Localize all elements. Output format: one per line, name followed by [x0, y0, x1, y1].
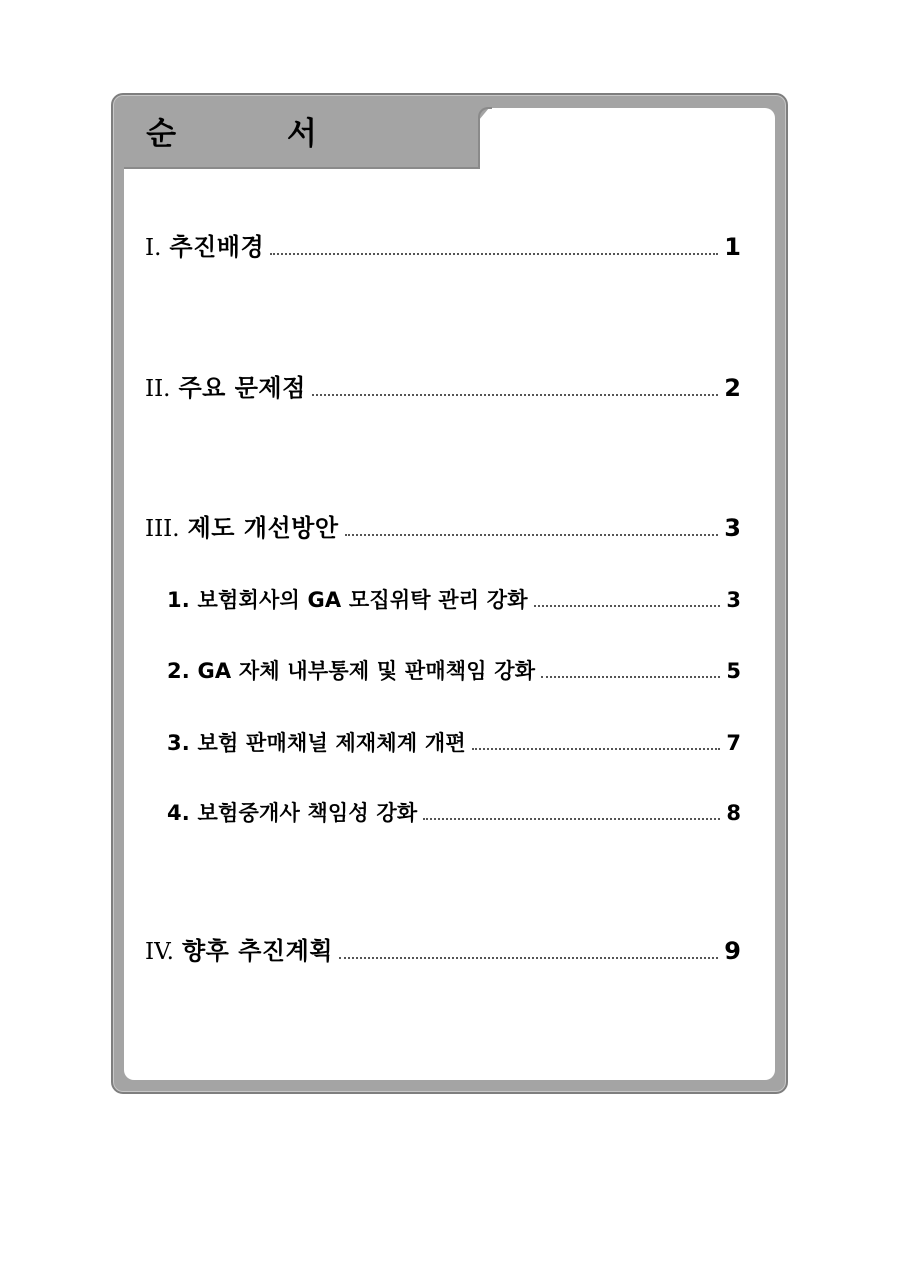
- dot-leader: [423, 818, 720, 820]
- page-number: 8: [726, 801, 741, 825]
- toc-entry-section-4[interactable]: [145, 931, 741, 966]
- page-number: 5: [726, 659, 741, 683]
- toc-entry-section-2[interactable]: [145, 368, 741, 403]
- dot-leader: [345, 534, 719, 536]
- toc-entry-subsection-4[interactable]: [167, 797, 741, 827]
- toc-entry-section-3[interactable]: [145, 508, 741, 543]
- divider: [124, 167, 480, 169]
- tab-edge: [478, 107, 492, 169]
- dot-leader: [339, 957, 718, 959]
- subsection-title: 3. 보험 판매채널 제재체계 개편: [167, 731, 466, 755]
- toc-entry-subsection-1[interactable]: [167, 584, 741, 614]
- dot-leader: [541, 676, 720, 678]
- section-title: 주요 문제점: [178, 374, 306, 402]
- section-title: 제도 개선방안: [187, 514, 339, 542]
- page-number: 7: [726, 731, 741, 755]
- page-number: 3: [726, 588, 741, 612]
- dot-leader: [534, 605, 721, 607]
- section-title: 향후 추진계획: [182, 937, 333, 965]
- toc-entry-section-1[interactable]: [145, 227, 741, 262]
- dot-leader: [270, 253, 718, 255]
- page-number: 3: [724, 514, 741, 542]
- section-numeral: IV.: [145, 939, 174, 965]
- section-numeral: III.: [145, 516, 180, 542]
- subsection-title: 1. 보험회사의 GA 모집위탁 관리 강화: [167, 588, 528, 612]
- page-number: 1: [724, 233, 741, 261]
- subsection-title: 4. 보험중개사 책임성 강화: [167, 801, 418, 825]
- toc-entry-subsection-2[interactable]: [167, 655, 741, 685]
- section-numeral: I.: [145, 235, 162, 261]
- subsection-title: 2. GA 자체 내부통제 및 판매책임 강화: [167, 659, 536, 683]
- page-number: 9: [724, 937, 741, 965]
- toc-entry-subsection-3[interactable]: [167, 727, 741, 757]
- dot-leader: [472, 748, 721, 750]
- toc-heading: 순 서: [146, 115, 367, 152]
- section-title: 추진배경: [169, 233, 265, 261]
- dot-leader: [312, 394, 719, 396]
- section-numeral: II.: [145, 376, 171, 402]
- page-number: 2: [724, 374, 741, 402]
